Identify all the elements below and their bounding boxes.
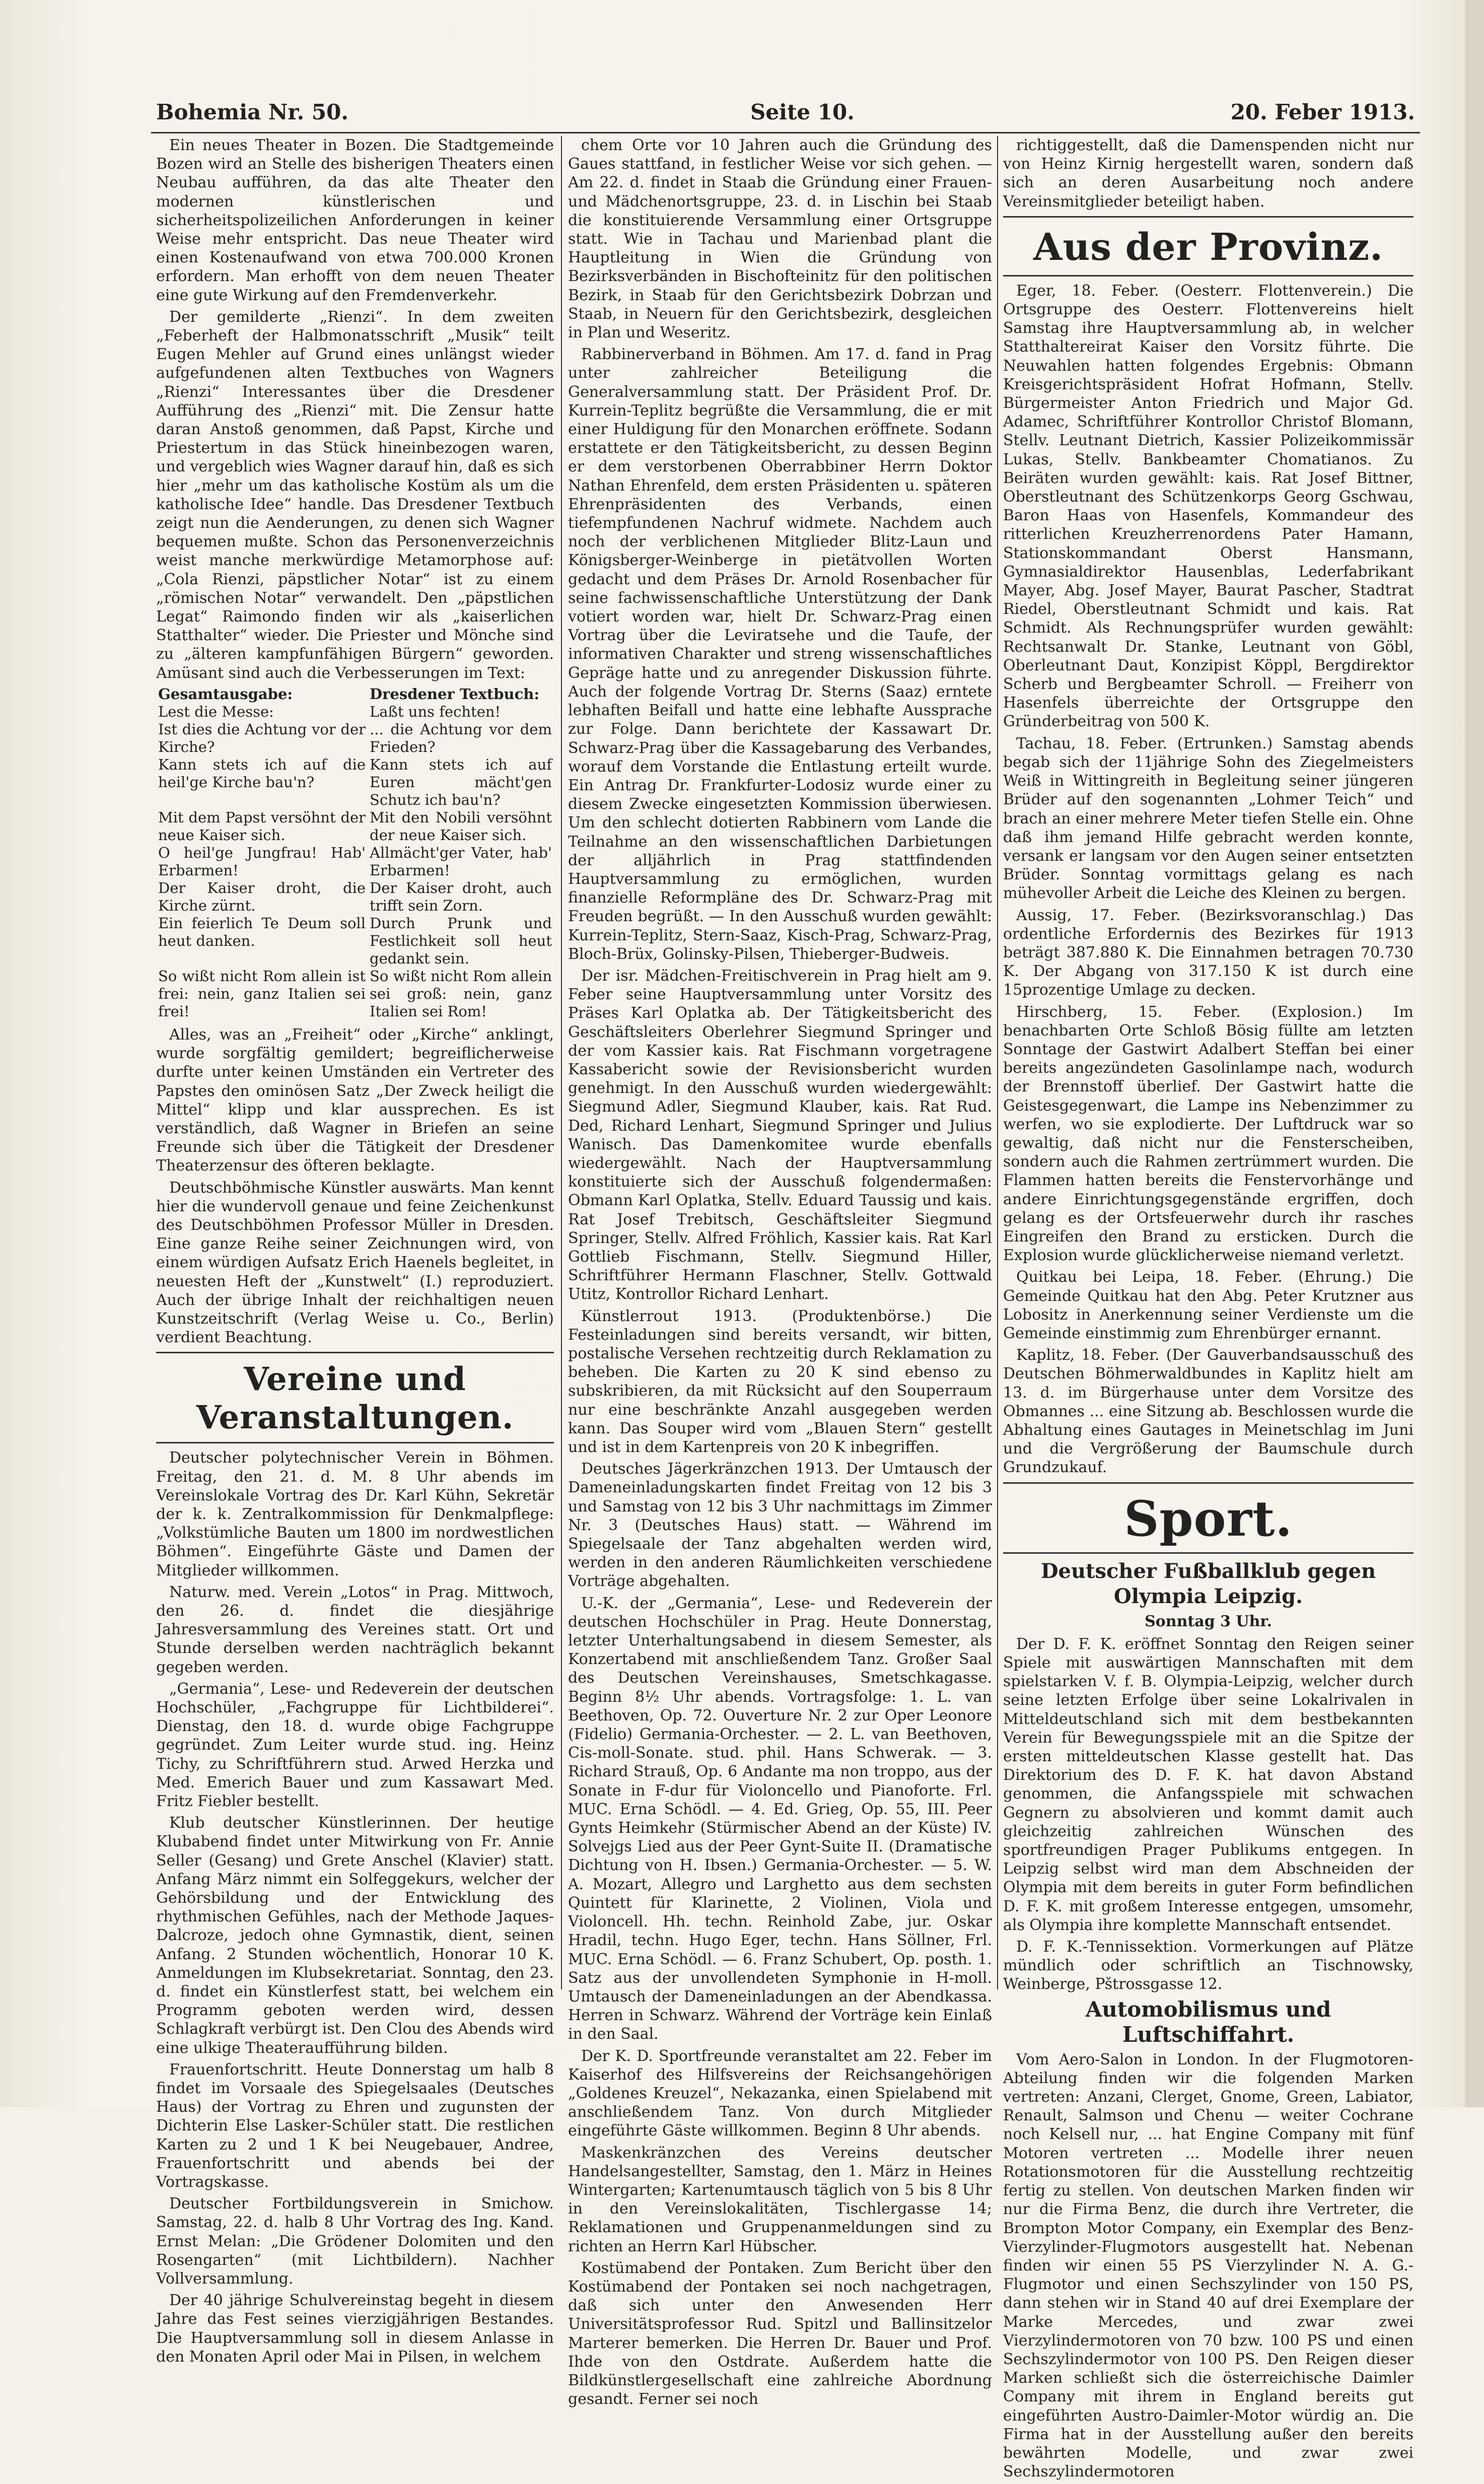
- notice-jaegerkraenzchen: Deutsches Jägerkränzchen 1913. Der Umtausch der Dameneinladungskarten findet Freitag von 12 bis 3 und Samstag von 12 bis 3 Uhr nachmittags im Zimmer Nr. 3 (Deutsches Haus) statt. — Während im Spiegelsaale der Tanz abgehalten werden wird, werden in den anderen Räumlichkeiten verschiedene Vorträge abgehalten.: [568, 1460, 992, 1591]
- sport-time: Sonntag 3 Uhr.: [1145, 1612, 1272, 1630]
- sport-tennis-notice: D. F. K.-Tennissektion. Vormerkungen auf Plätze mündlich oder schriftlich an Tischnowsky, Weinberge, Pštrossgasse 12.: [1003, 1938, 1414, 1993]
- report-quitkau: Quitkau bei Leipa, 18. Feber. (Ehrung.) Die Gemeinde Quitkau hat den Abg. Peter Krutzner aus Lobositz in Anerkennung seiner Verdienste um die Gemeinde einstimmig zum Ehrenbürger ernannt.: [1003, 1268, 1414, 1342]
- issue-date: 20. Feber 1913.: [1230, 100, 1415, 124]
- notice-schulverein-continued: chem Orte vor 10 Jahren auch die Gründung des Gaues stattfand, in festlicher Weise vor sich gehen. — Am 22. d. findet in Staab die Gründung einer Frauen- und Mädchenortsgruppe, 23. d. in Lischin bei Staab die konstituierende Versammlung einer Ortsgruppe statt. Wie in Tachau und Marienbad plant die Hauptleitung in Wien die Gründung von Bezirksverbänden in Bischofteinitz für den politischen Bezirk, in Staab für den Gerichtsbezirk Dobrzan und Staab, in Neuern für den Gerichtsbezirk, desgleichen in Plan und Weseritz.: [568, 136, 992, 342]
- article-rienzi-conclusion: Alles, was an „Freiheit“ oder „Kirche“ anklingt, wurde sorgfältig gemildert; begreiflicherweise durfte unter keinen Umständen ein Vertreter des Papstes den ominösen Satz „Der Zweck heiligt die Mittel“ klipp und klar aussprechen. Es ist verständlich, daß Wagner in Briefen an seine Freunde sich über die Tätigkeit der Dresdener Theaterzensur des öfteren beklagte.: [156, 1025, 554, 1175]
- notice-maskenkraenzchen: Maskenkränzchen des Vereins deutscher Handelsangestellter, Samstag, den 1. März in Heines Wintergarten; Kartenumtausch täglich von 5 bis 8 Uhr in den Vereinslokalitäten, Tischlergasse 14; Reklamationen und Gruppenanmeldungen sind zu richten an Herrn Karl Hübscher.: [568, 2144, 992, 2255]
- article-aero-salon: Vom Aero-Salon in London. In der Flugmotoren-Abteilung finden wir die folgenden Marken vertreten: Anzani, Clerget, Gnome, Green, Labiator, Renault, Salmson und Chenu — weiter Cochrane noch Kelsell nur, ... hat Engine Company mit fünf Motoren vertreten ... Modelle ihrer neuen Rotationsmotoren für die Ausstellung rechtzeitig fertig zu stellen. Von deutschen Marken finden wir nur die Firma Benz, die durch ihre Vertreter, die Brompton Motor Company, ein Exemplar des Benz-Vierzylinder-Flugmotors ausgestellt hat. Nebenan finden wir einen 55 PS Vierzylinder N. A. G.-Flugmotor und einen Sechszylinder von 150 PS, dann stehen wir in Stand 40 auf drei Exemplare der Marke Mercedes, und zwar zwei Vierzylindermotoren von 70 bzw. 100 PS und einen Sechszylindermotor von 100 PS. Den Reigen dieser Marken schließt sich die österreichische Daimler Company mit ihrem in England bereits gut eingeführten Austro-Daimler-Motor würdig an. Die Firma hat in der Ausstellung außer den bereits bewährten Modelle, und zwar zwei Sechszylindermotoren: [1003, 2050, 1414, 2481]
- section-rule: [1003, 275, 1414, 277]
- notice-polytechnischer-verein: Deutscher polytechnischer Verein in Böhmen. Freitag, den 21. d. M. 8 Uhr abends im Vereinslokale Vortrag des Dr. Karl Kühn, Sekretär der k. k. Zentralkommission für Denkmalpflege: „Volkstümliche Bauten um 1800 im nordwestlichen Böhmen“. Eingeführte Gäste und Damen der Mitglieder willkommen.: [156, 1449, 554, 1579]
- rienzi-comparison-table: [156, 685, 554, 1020]
- notice-fortbildungsverein-smichow: Deutscher Fortbildungsverein in Smichow. Samstag, 22. d. halb 8 Uhr Vortrag des Ing. Kand. Ernst Melan: „Die Grödener Dolomiten und den Rosengarten“ (mit Lichtbildern). Nachher Vollversammlung.: [156, 2195, 554, 2288]
- comparison-header-left: Gesamtausgabe:: [158, 685, 293, 703]
- page-number: Seite 10.: [750, 100, 855, 124]
- report-hirschberg: Hirschberg, 15. Feber. (Explosion.) Im benachbarten Orte Schloß Bösig füllte am letzten Sonntage der Gastwirt Adalbert Steffan bei einer bereits angezündeten Gasolinlampe nach, wodurch der Brennstoff überlief. Der Gastwirt hatte die Geistesgegenwart, die Lampe ins Nebenzimmer zu werfen, wo sie explodierte. Der Luftdruck war so gewaltig, daß nicht nur die Fensterscheiben, sondern auch die Rahmen zertrümmert wurden. Die Flammen hatten bereits die Fenstervorhänge und andere Einrichtungsgegenstände ergriffen, doch gelang es der Ortsfeuerwehr durch ihr rasches Eingreifen den Brand zu ersticken. Durch die Explosion wurde glücklicherweise niemand verletzt.: [1003, 1003, 1414, 1265]
- notice-kuenstlerrout: Künstlerrout 1913. (Produktenbörse.) Die Festeinladungen sind bereits versandt, wir bitten, postalische Versehen rechtzeitig durch Reklamation zu beheben. Die Karten zu 20 K sind ebenso zu subskribieren, da mit Rücksicht auf den Souperraum nur eine beschränkte Anzahl ausgegeben werden kann. Das Souper wird vom „Blauen Stern“ gestellt und ist in dem Kartenpreis von 20 K inbegriffen.: [568, 1307, 992, 1457]
- report-aussig: Aussig, 17. Feber. (Bezirksvoranschlag.) Das ordentliche Erfordernis des Bezirkes für 1913 beträgt 387.880 K. Die Einnahmen betragen 70.730 K. Der Abgang von 317.150 K ist durch eine 15prozentige Umlage zu decken.: [1003, 906, 1414, 999]
- section-rule: [156, 1442, 554, 1443]
- column-divider-1: [561, 136, 562, 1989]
- notice-frauenfortschritt: Frauenfortschritt. Heute Donnerstag um halb 8 findet im Vorsaale des Spiegelsaales (Deutsches Haus) der Vortrag zu Ehren und zugunsten der Dichterin Else Lasker-Schüler statt. Die restlichen Karten zu 2 und 1 K bei Neugebauer, Andree, Frauenfortschritt und abends bei der Vortragskasse.: [156, 2060, 554, 2191]
- section-rule: [1003, 1482, 1414, 1484]
- table-row: Lest die Messe: Laßt uns fechten!: [158, 703, 501, 720]
- table-row: So wißt nicht Rom allein ist frei: nein, ganz Italien sei frei! So wißt nicht Rom allein sei groß: nein, ganz Italien sei Rom!: [158, 967, 552, 1020]
- report-eger: Eger, 18. Feber. (Oesterr. Flottenverein.) Die Ortsgruppe des Oesterr. Flottenvereins hielt Samstag ihre Hauptversammlung ab, in welcher Statthaltereirat Kaiser den Vorsitz führte. Die Neuwahlen hatten folgendes Ergebnis: Obmann Kreisgerichtspräsident Hofrat Hofmann, Stellv. Bürgermeister Anton Friedrich und Major Gd. Adamec, Schriftführer Kontrollor Christof Blomann, Stellv. Leutnant Dietrich, Kassier Polizeikommissär Lukas, Stellv. Bankbeamter Chomatianos. Zu Beiräten wurden gewählt: kais. Rat Josef Bittner, Oberstleutnant des Schützenkorps Georg Gschwau, Baron Haas von Hasenfels, Kommandeur des ritterlichen Kreuzherrenordens Pater Hamann, Stationskommandant Oberst Hansmann, Gymnasialdirektor Hausenblas, Lederfabrikant Mayer, Abg. Josef Mayer, Baurat Pascher, Stadtrat Riedel, Oberstleutnant Schmidt und kais. Rat Schmidt. Als Rechnungsprüfer wurden gewählt: Rechtsanwalt Dr. Stanke, Leutnant von Göbl, Oberleutnant Daut, Konzipist Köppl, Bergdirektor Scherb und Bergbeamter Schroll. — Freiherr von Hasenfels überreichte der Ortsgruppe den Gründerbeitrag von 500 K.: [1003, 282, 1414, 731]
- table-row: Ein feierlich Te Deum soll heut danken. Durch Prunk und Festlichkeit soll heut gedankt sein.: [158, 914, 552, 967]
- header-rule: [151, 132, 1420, 133]
- table-row: O heil'ge Jungfrau! Hab' Erbarmen! Allmächt'ger Vater, hab' Erbarmen!: [158, 844, 552, 879]
- section-title-sport: Sport.: [1124, 1490, 1293, 1547]
- article-rienzi: Der gemilderte „Rienzi“. In dem zweiten „Feberheft der Halbmonatsschrift „Musik“ teilt Eugen Mehler auf Grund eines unlängst wieder aufgefundenen alten Textbuches von Wagners „Rienzi“ Interessantes über die Dresdener Aufführung des „Rienzi“ mit. Die Zensur hatte daran Anstoß genommen, daß Papst, Kirche und Priestertum in das Stück hineinbezogen waren, und vergeblich wies Wagner darauf hin, daß es sich hier „mehr um das katholische Kostüm als um die katholische Idee“ handle. Das Dresdener Textbuch zeigt nun die Aenderungen, zu denen sich Wagner bequemen mußte. Schon das Personenverzeichnis weist manche merkwürdige Metamorphose auf: „Cola Rienzi, päpstlicher Notar“ ist zu einem „römischen Notar“ verwandelt. Den „päpstlichen Legat“ Raimondo finden wir als „kaiserlichen Statthalter“ wieder. Die Priester und Mönche sind zu „älteren kampfunfähigen Bürgern“ geworden. Amüsant sind auch die Verbesserungen im Text:: [156, 308, 554, 682]
- notice-lotos: Naturw. med. Verein „Lotos“ in Prag. Mittwoch, den 26. d. findet die diesjährige Jahresversammlung des Vereines statt. Ort und Stunde derselben werden nachträglich bekannt gegeben werden.: [156, 1583, 554, 1676]
- table-row: Der Kaiser droht, die Kirche zürnt. Der Kaiser droht, auch trifft sein Zorn.: [158, 879, 552, 914]
- article-rabbinerverband: Rabbinerverband in Böhmen. Am 17. d. fand in Prag unter zahlreicher Beteiligung die Generalversammlung statt. Der Präsident Prof. Dr. Kurrein-Teplitz begrüßte die Versammlung, die er mit einer Huldigung für den Monarchen eröffnete. Sodann erstattete er den Tätigkeitsbericht, zu dessen Beginn er dem verstorbenen Oberrabbiner Herrn Doktor Nathan Ehrenfeld, dem ersten Präsidenten u. späteren Ehrenpräsidenten des Verbands, einen tiefempfundenen Nachruf widmete. Nachdem auch noch der verblichenen Mitglieder Blitz-Laun und Königsberger-Weinberge in pietätvollen Worten gedacht und dem Präses Dr. Arnold Rosenbacher für seine fachwissenschaftliche Unterstützung der Dank votiert worden war, hielt Dr. Schwarz-Prag einen Vortrag über die Leviratsehe und die Taufe, der informativen Charakter und streng wissenschaftliches Gepräge hatte und zu anregender Diskussion führte. Auch der folgende Vortrag Dr. Sterns (Saaz) erntete lebhaften Beifall und hatte eine lebhafte Aussprache zur Folge. Dann berichtete der Kassawart Dr. Schwarz-Prag über die Kassagebarung des Verbandes, worauf dem Vorstande die Entlastung erteilt wurde. Ein Antrag Dr. Frankfurter-Lodosiz wurde einer zu diesem Zwecke eingesetzten Kommission überwiesen. Um den schlecht dotierten Rabbinern vom Lande die Teilnahme an den wissenschaftlichen Darbietungen der alljährlich in Prag stattfindenden Hauptversammlung zu ermöglichen, wurden finanzielle Reformpläne des Dr. Schwarz-Prag mit Freuden begrüßt. — In den Ausschuß wurden gewählt: Kurrein-Teplitz, Stern-Saaz, Kisch-Prag, Schwarz-Prag, Bloch-Brüx, Golinsky-Pilsen, Thieberger-Budweis.: [568, 346, 992, 963]
- notice-sportfreunde: Der K. D. Sportfreunde veranstaltet am 22. Feber im Kaiserhof des Hilfsvereins der Reichsangehörigen „Goldenes Kreuzel“, Nekazanka, einen Spielabend mit anschließendem Tanz. Von durch Mitglieder eingeführte Gäste willkommen. Beginn 8 Uhr abends.: [568, 2047, 992, 2140]
- sport-headline: Deutscher Fußballklub gegen Olympia Leipzig.: [1040, 1559, 1376, 1608]
- table-row: Ist dies die Achtung vor der Kirche? ... die Achtung vor dem Frieden?: [158, 720, 552, 755]
- section-rule: [156, 1352, 554, 1353]
- column-3: [1003, 136, 1414, 2484]
- table-row: Mit dem Papst versöhnt der neue Kaiser sich. Mit den Nobili versöhnt der neue Kaiser sich.: [158, 808, 552, 844]
- sport-article-dfk: Der D. F. K. eröffnet Sonntag den Reigen seiner Spiele mit auswärtigen Mannschaften mit dem spielstarken V. f. B. Olympia-Leipzig, welcher durch seine letzten Erfolge über seine Lokalrivalen in Mitteldeutschland sich mit dem bestbekannten Verein für Bewegungsspiele mit an die Spitze der ersten mitteldeutschen Klasse gestellt hat. Das Direktorium des D. F. K. hat davon Abstand genommen, die Anfangsspiele mit schwachen Gegnern zu absolvieren und kommt damit auch gleichzeitig zahlreichen Wünschen des sportfreundigen Prager Publikums entgegen. In Leipzig selbst wird man dem Abschneiden der Olympia mit dem bereits in guter Form befindlichen D. F. K. mit großem Interesse entgegen, umsomehr, als Olympia ihre komplette Mannschaft entsendet.: [1003, 1635, 1414, 1934]
- article-maedchen-freitischverein: Der isr. Mädchen-Freitischverein in Prag hielt am 9. Feber seine Hauptversammlung unter Vorsitz des Präses Karl Oplatka ab. Der Tätigkeitsbericht des Geschäftsleiters Oberlehrer Siegmund Springer und der vom Kassier kais. Rat Fischmann vorgetragene Kassabericht sowie der Revisionsbericht wurden genehmigt. In den Ausschuß wurden wiedergewählt: Siegmund Adler, Siegmund Klauber, kais. Rat Rud. Ded, Richard Lenhart, Siegmund Springer und Julius Wanisch. Das Damenkomitee wurde ebenfalls wiedergewählt. Nach der Hauptversammlung konstituierte sich der Ausschuß folgendermaßen: Obmann Karl Oplatka, Stellv. Eduard Taussig und kais. Rat Josef Trebitsch, Geschäftsleiter Siegmund Springer, Stellv. Alfred Fröhlich, Kassier kais. Rat Karl Gottlieb Fischmann, Stellv. Siegmund Hiller, Schriftführer Hermann Flaschner, Stellv. Gottwald Utitz, Kontrollor Richard Lenhart.: [568, 967, 992, 1303]
- section-rule: [1003, 1552, 1414, 1554]
- notice-kuenstlerinnen-klub: Klub deutscher Künstlerinnen. Der heutige Klubabend findet unter Mitwirkung von Fr. Annie Seller (Gesang) und Grete Anschel (Klavier) statt. Anfang März nimmt ein Solfeggekurs, welcher der Gehörsbildung und der Entwicklung des rhythmischen Gefühles, nach der Methode Jaques-Dalcroze, jedoch ohne Gymnastik, dient, seinen Anfang. 2 Stunden wöchentlich, Honorar 10 K. Anmeldungen im Klubsekretariat. Sonntag, den 23. d. findet ein Künstlerfest statt, bei welchem ein Programm geboten werden wird, dessen Schlagkraft verbürgt ist. Den Clou des Abends wird eine ulkige Theateraufführung bilden.: [156, 1814, 554, 2057]
- article-theater-bozen: Ein neues Theater in Bozen. Die Stadtgemeinde Bozen wird an Stelle des bisherigen Theaters einen Neubau aufführen, da das alte Theater den modernen künstlerischen und sicherheitspolizeilichen Anforderungen in keiner Weise mehr entspricht. Das neue Theater wird einen Kostenaufwand von etwa 700.000 Kronen erfordern. Man erhofft von dem neuen Theater eine gute Wirkung auf den Fremdenverkehr.: [156, 136, 554, 304]
- section-rule: [1003, 216, 1414, 218]
- report-tachau: Tachau, 18. Feber. (Ertrunken.) Samstag abends begab sich der 11jährige Sohn des Ziegelmeisters Weiß in Wittingreith in Begleitung seiner jüngeren Brüder auf den sogenannten „Lohmer Teich“ und brach an einer mehrere Meter tiefen Stelle ein. Ohne daß ihm jemand Hilfe gebracht werden konnte, versank er langsam vor den Augen seiner entsetzten Brüder. Sonntag vormittags gelang es nach mühevoller Arbeit die Leiche des Kleinen zu bergen.: [1003, 734, 1414, 903]
- column-1: [156, 136, 554, 2369]
- report-kaplitz: Kaplitz, 18. Feber. (Der Gauverbandsausschuß des Deutschen Böhmerwaldbundes in Kaplitz hielt am 13. d. im Bürgerhause unter dem Vorsitze des Obmannes ... eine Sitzung ab. Beschlossen wurde die Abhaltung eines Gautages in Meinetschlag im Juni und die Vergrößerung der Baumschule durch Grundzukauf.: [1003, 1346, 1414, 1477]
- section-title-provinz: Aus der Provinz.: [1033, 225, 1383, 269]
- page-edge: [1465, 0, 1484, 2107]
- page-header: [156, 100, 1415, 130]
- notice-germania-lichtbilderei: „Germania“, Lese- und Redeverein der deutschen Hochschüler, „Fachgruppe für Lichtbilderei“. Dienstag, den 18. d. wurde obige Fachgruppe gegründet. Zum Leiter wurde stud. ing. Heinz Tichy, zu Schriftführern stud. Arwed Herzka und Med. Emerich Bauer und zum Kassawart Med. Fritz Fiebler bestellt.: [156, 1680, 554, 1810]
- column-2: [568, 136, 992, 2411]
- notice-germania-konzertabend: U.-K. der „Germania“, Lese- und Redeverein der deutschen Hochschüler in Prag. Heute Donnerstag, letzter Unterhaltungsabend in diesem Semester, als Konzertabend mit anschließendem Tanz. Großer Saal des Deutschen Vereinshauses, Smetschkagasse. Beginn 8½ Uhr abends. Vortragsfolge: 1. L. van Beethoven, Op. 72. Ouverture Nr. 2 zur Oper Leonore (Fidelio) Germania-Orchester. — 2. L. van Beethoven, Cis-moll-Sonate. stud. phil. Hans Schwerak. — 3. Richard Strauß, Op. 6 Andante ma non troppo, aus der Sonate in F-dur für Violoncello und Pianoforte. Frl. MUC. Erna Schödl. — 4. Ed. Grieg, Op. 55, III. Peer Gynts Heimkehr (Stürmischer Abend an der Küste) IV. Solvejgs Lied aus der Peer Gynt-Suite II. (Dramatische Dichtung von H. Ibsen.) Germania-Orchester. — 5. W. A. Mozart, Allegro und Larghetto aus dem sechsten Quintett für Klarinette, 2 Violinen, Viola und Violoncell. Hh. techn. Reinhold Zabe, jur. Oskar Hradil, techn. Hugo Eger, techn. Hans Söllner, Frl. MUC. Erna Schödl. — 6. Franz Schubert, Op. posth. 1. Satz aus der unvollendeten Symphonie in H-moll. Umtausch der Dameneinladungen an der Abendkassa. Herren in Schwarz. Während der Vorträge kein Einlaß in den Saal.: [568, 1594, 992, 2043]
- table-row: Kann stets ich auf die heil'ge Kirche bau'n? Kann stets ich auf Euren mächt'gen Schutz ich bau'n?: [158, 755, 552, 808]
- column-divider-2: [997, 136, 998, 1989]
- notice-kostuemabend-pontaken: Kostümabend der Pontaken. Zum Bericht über den Kostümabend der Pontaken sei noch nachgetragen, daß sich unter den Anwesenden Herr Universitätsprofessor Rud. Spitzl und Ballinsitzelor Marterer bemerken. Die Herren Dr. Bauer und Prof. Ihde von den Ostdrate. Außerdem hatte die Bildkünstlergesellschaft eine zahlreiche Abordnung gesandt. Ferner sei noch: [568, 2259, 992, 2408]
- notice-schulvereinstag: Der 40 jährige Schulvereinstag begeht in diesem Jahre das Fest seines vierzigjährigen Bestandes. Die Hauptversammlung soll in diesem Anlasse in den Monaten April oder Mai in Pilsen, in welchem: [156, 2292, 554, 2366]
- issue-number: Bohemia Nr. 50.: [156, 100, 348, 124]
- notice-pontaken-continued: richtiggestellt, daß die Damenspenden nicht nur von Heinz Kirnig hergestellt waren, sondern daß sich an deren Ausarbeitung noch andere Vereinsmitglieder beteiligt haben.: [1003, 136, 1414, 211]
- comparison-header-right: Dresdener Textbuch:: [370, 685, 540, 703]
- section-title-automobilismus: Automobilismus und Luftschiffahrt.: [1085, 1996, 1331, 2047]
- section-title-vereine: Vereine und Veranstaltungen.: [196, 1360, 514, 1437]
- article-kuenstler-auswaerts: Deutschböhmische Künstler auswärts. Man kennt hier die wundervoll genaue und feine Zeichenkunst des Deutschböhmen Professor Müller in Dresden. Eine ganze Reihe seiner Zeichnungen wird, von einem würdigen Aufsatz Erich Haenels begleitet, in neuesten Heft der „Kunstwelt“ (I.) reproduziert. Auch der übrige Inhalt der reichhaltigen neuen Kunstzeitschrift (Verlag Weise u. Co., Berlin) verdient Beachtung.: [156, 1179, 554, 1347]
